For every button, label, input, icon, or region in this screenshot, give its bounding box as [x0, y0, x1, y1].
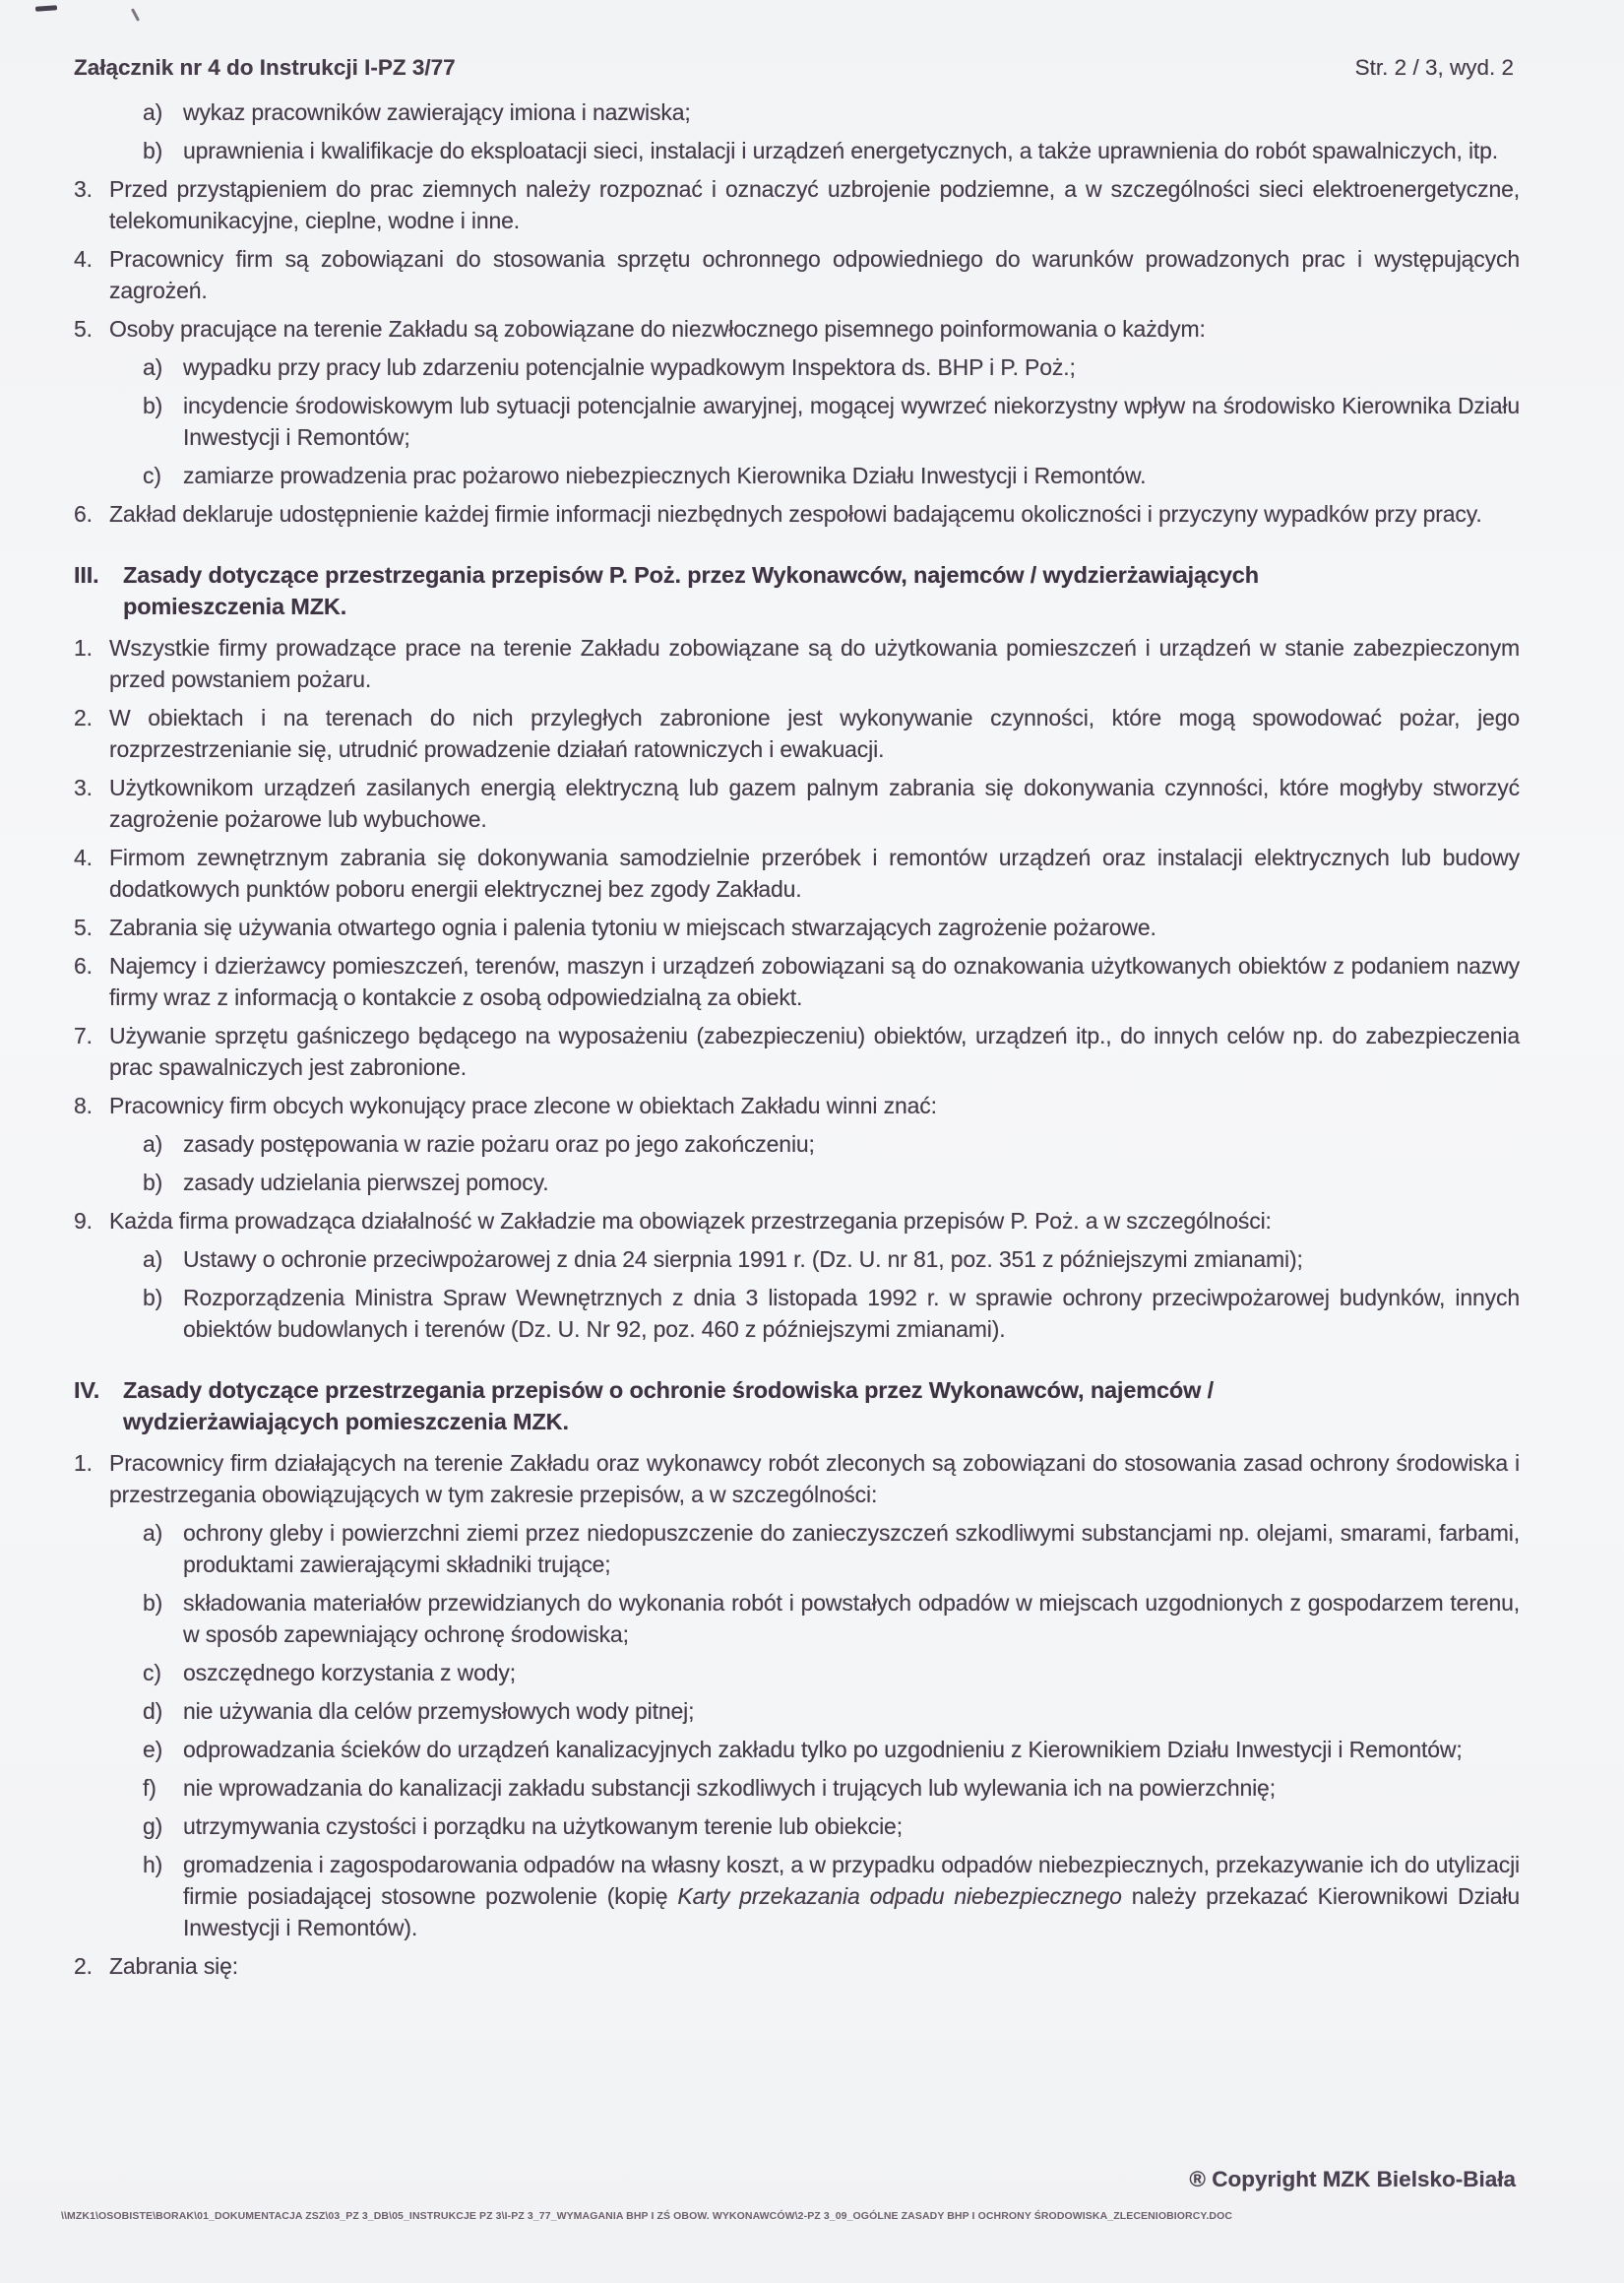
list-marker: b) [143, 1285, 163, 1310]
list-item-text: Używanie sprzętu gaśniczego będącego na wyposażeniu (zabezpieczeniu) obiektów, urządzeń itp., do innych celów np. do zabezpieczenia prac spawalniczych jest zabronione. [109, 1023, 1520, 1080]
list-item-text [183, 1849, 1520, 1943]
list-marker: 9. [74, 1208, 93, 1234]
list-marker: b) [143, 1170, 163, 1195]
list-marker: a) [143, 1520, 163, 1546]
list-marker: 2. [74, 1953, 93, 1979]
list-marker: 3. [74, 176, 93, 202]
list-item [74, 1205, 1520, 1237]
list-marker: 5. [74, 915, 93, 940]
list-item [74, 912, 1520, 943]
section-heading-text: Zasady dotyczące przestrzegania przepisów o ochronie środowiska przez Wykonawców, najemców / wydzierżawiających pomieszczenia MZK. [123, 1377, 1214, 1434]
list-marker: 1. [74, 1450, 93, 1476]
list-item [143, 1517, 1520, 1580]
list-item [143, 1772, 1520, 1804]
list-item [74, 243, 1520, 306]
list-item [143, 1695, 1520, 1727]
list-item [74, 173, 1520, 236]
list-item-text: Najemcy i dzierżawcy pomieszczeń, terenów, maszyn i urządzeń zobowiązani są do oznakowania użytkowanych obiektów z podaniem nazwy firmy wraz z informacją o kontakcie z osobą odpowiedzialną za obiekt. [109, 953, 1520, 1010]
list-marker: d) [143, 1698, 163, 1724]
list-item [143, 460, 1520, 491]
list-marker: c) [143, 1660, 161, 1685]
document-body [0, 96, 1624, 1982]
page-number-indicator: Str. 2 / 3, wyd. 2 [1354, 55, 1514, 80]
list-item [74, 1447, 1520, 1510]
list-item [74, 498, 1520, 530]
list-item [143, 1734, 1520, 1765]
list-item-text: oszczędnego korzystania z wody; [183, 1660, 516, 1685]
list-item [143, 1849, 1520, 1943]
attachment-title: Załącznik nr 4 do Instrukcji I-PZ 3/77 [74, 55, 456, 80]
page-header [0, 0, 1624, 81]
list-item [143, 351, 1520, 383]
list-item [74, 702, 1520, 765]
list-item [74, 1950, 1520, 1982]
list-marker: a) [143, 1131, 163, 1157]
italic-text-segment: Karty przekazania odpadu niebezpiecznego [677, 1883, 1122, 1909]
list-item [74, 950, 1520, 1013]
list-item [143, 135, 1520, 166]
list-item-text: Ustawy o ochronie przeciwpożarowej z dnia 24 sierpnia 1991 r. (Dz. U. nr 81, poz. 351 z późniejszymi zmianami); [183, 1246, 1303, 1272]
list-item-text: wypadku przy pracy lub zdarzeniu potencjalnie wypadkowym Inspektora ds. BHP i P. Poż.; [183, 354, 1076, 380]
list-marker: 4. [74, 246, 93, 272]
list-marker: 8. [74, 1093, 93, 1118]
list-marker: III. [74, 562, 99, 588]
list-item-text: Pracownicy firm są zobowiązani do stosowania sprzętu ochronnego odpowiedniego do warunków prowadzonych prac i występujących zagrożeń. [109, 246, 1520, 303]
list-item [143, 1810, 1520, 1842]
list-item [143, 1282, 1520, 1345]
list-item-text: Zabrania się: [109, 1953, 239, 1979]
list-item [74, 842, 1520, 905]
list-item-text: nie wprowadzania do kanalizacji zakładu substancji szkodliwych i trujących lub wylewania ich na powierzchnię; [183, 1775, 1276, 1801]
list-marker: b) [143, 393, 163, 418]
text-segment: gromadzenia i zagospodarowania odpadów na własny koszt, a w przypadku odpadów niebezpiecznych, przekazywanie ich do utylizacji firmie posiadającej stosowne pozwolenie (kopię [183, 1852, 1520, 1909]
list-marker: g) [143, 1813, 163, 1839]
document-file-path: \\MZK1\OSOBISTE\BORAK\01_DOKUMENTACJA ZSZ\03_PZ 3_DB\05_INSTRUKCJE PZ 3\I-PZ 3_77_WYMAGANIA BHP I ZŚ OBOW. WYKONAWCÓW\2-PZ 3_09_OGÓLNE ZASADY BHP I OCHRONY ŚRODOWISKA_ZLECENIOBIORCY.DOC [61, 2210, 1233, 2222]
list-marker: 6. [74, 953, 93, 979]
list-item-text: odprowadzania ścieków do urządzeń kanalizacyjnych zakładu tylko po uzgodnieniu z Kierownikiem Działu Inwestycji i Remontów; [183, 1737, 1463, 1762]
list-marker: c) [143, 463, 161, 488]
list-item [143, 390, 1520, 453]
list-marker: b) [143, 138, 163, 163]
list-item-text: składowania materiałów przewidzianych do wykonania robót i powstałych odpadów w miejscach uzgodnionych z gospodarzem terenu, w sposób zapewniający ochronę środowiska; [183, 1590, 1520, 1647]
list-item-text: W obiektach i na terenach do nich przyległych zabronione jest wykonywanie czynności, które mogą spowodować pożar, jego rozprzestrzenianie się, utrudnić prowadzenie działań ratowniczych i ewakuacji. [109, 705, 1520, 762]
list-item-text: zasady postępowania w razie pożaru oraz po jego zakończeniu; [183, 1131, 815, 1157]
list-item-text: Wszystkie firmy prowadzące prace na terenie Zakładu zobowiązane są do użytkowania pomieszczeń i urządzeń w stanie zabezpieczonym przed powstaniem pożaru. [109, 635, 1520, 692]
list-item-text: zasady udzielania pierwszej pomocy. [183, 1170, 549, 1195]
list-marker: f) [143, 1775, 156, 1801]
list-item [143, 96, 1520, 128]
list-item-text: zamiarze prowadzenia prac pożarowo niebezpiecznych Kierownika Działu Inwestycji i Remontów. [183, 463, 1147, 488]
list-marker: b) [143, 1590, 163, 1616]
list-item [143, 1243, 1520, 1275]
list-marker: e) [143, 1737, 163, 1762]
list-item-text: Przed przystąpieniem do prac ziemnych należy rozpoznać i oznaczyć uzbrojenie podziemne, a w szczególności sieci elektroenergetyczne, telekomunikacyjne, cieplne, wodne i inne. [109, 176, 1520, 233]
list-item-text: Pracownicy firm działających na terenie Zakładu oraz wykonawcy robót zleconych są zobowiązani do stosowania zasad ochrony środowiska i przestrzegania obowiązujących w tym zakresie przepisów, a w szczególności: [109, 1450, 1520, 1507]
list-marker: a) [143, 354, 163, 380]
list-marker: 3. [74, 775, 93, 800]
list-item-text: ochrony gleby i powierzchni ziemi przez niedopuszczenie do zanieczyszczeń szkodliwymi substancjami np. olejami, smarami, farbami, produktami zawierającymi składniki trujące; [183, 1520, 1520, 1577]
list-item-text: Firmom zewnętrznym zabrania się dokonywania samodzielnie przeróbek i remontów urządzeń oraz instalacji elektrycznych lub budowy dodatkowych punktów poboru energii elektrycznej bez zgody Zakładu. [109, 845, 1520, 902]
list-marker: 4. [74, 845, 93, 870]
list-marker: 5. [74, 316, 93, 342]
list-item-text: utrzymywania czystości i porządku na użytkowanym terenie lub obiekcie; [183, 1813, 903, 1839]
list-marker: 1. [74, 635, 93, 661]
list-item [74, 772, 1520, 835]
list-item [74, 313, 1520, 345]
list-item-text: incydencie środowiskowym lub sytuacji potencjalnie awaryjnej, mogącej wywrzeć niekorzystny wpływ na środowisko Kierownika Działu Inwestycji i Remontów; [183, 393, 1520, 450]
list-marker: a) [143, 99, 163, 125]
list-item-text: Rozporządzenia Ministra Spraw Wewnętrznych z dnia 3 listopada 1992 r. w sprawie ochrony przeciwpożarowej budynków, innych obiektów budowlanych i terenów (Dz. U. Nr 92, poz. 460 z późniejszymi zmianami). [183, 1285, 1520, 1342]
list-marker: h) [143, 1852, 163, 1877]
section-heading [74, 1374, 1520, 1437]
list-item [74, 1090, 1520, 1121]
list-marker: a) [143, 1246, 163, 1272]
copyright-notice: ® Copyright MZK Bielsko-Biała [1189, 2167, 1516, 2191]
list-item-text: uprawnienia i kwalifikacje do eksploatacji sieci, instalacji i urządzeń energetycznych, a także uprawnienia do robót spawalniczych, itp. [183, 138, 1499, 163]
list-marker: 6. [74, 501, 93, 527]
text-segment: należy przekazać Kierownikowi Działu Inwestycji i Remontów). [183, 1883, 1520, 1940]
section-heading [74, 559, 1520, 622]
list-item [143, 1128, 1520, 1160]
list-marker: 2. [74, 705, 93, 730]
list-item-text: Zakład deklaruje udostępnienie każdej firmie informacji niezbędnych zespołowi badającemu okoliczności i przyczyny wypadków przy pracy. [109, 501, 1482, 527]
section-heading-text: Zasady dotyczące przestrzegania przepisów P. Poż. przez Wykonawców, najemców / wydzierżawiających pomieszczenia MZK. [123, 562, 1259, 619]
list-item-text: Każda firma prowadząca działalność w Zakładzie ma obowiązek przestrzegania przepisów P. Poż. a w szczególności: [109, 1208, 1272, 1234]
list-item-text: Osoby pracujące na terenie Zakładu są zobowiązane do niezwłocznego pisemnego poinformowania o każdym: [109, 316, 1206, 342]
list-item [143, 1167, 1520, 1198]
list-item-text: Użytkownikom urządzeń zasilanych energią elektryczną lub gazem palnym zabrania się dokonywania czynności, które mogłyby stworzyć zagrożenie pożarowe lub wybuchowe. [109, 775, 1520, 832]
list-item-text: Pracownicy firm obcych wykonujący prace zlecone w obiektach Zakładu winni znać: [109, 1093, 937, 1118]
list-item [74, 632, 1520, 695]
list-item [143, 1657, 1520, 1688]
list-item [74, 1020, 1520, 1083]
list-item-text: Zabrania się używania otwartego ognia i palenia tytoniu w miejscach stwarzających zagrożenie pożarowe. [109, 915, 1156, 940]
list-item [143, 1587, 1520, 1650]
list-marker: IV. [74, 1377, 100, 1403]
list-item-text: nie używania dla celów przemysłowych wody pitnej; [183, 1698, 695, 1724]
list-marker: 7. [74, 1023, 93, 1048]
list-item-text: wykaz pracowników zawierający imiona i nazwiska; [183, 99, 691, 125]
